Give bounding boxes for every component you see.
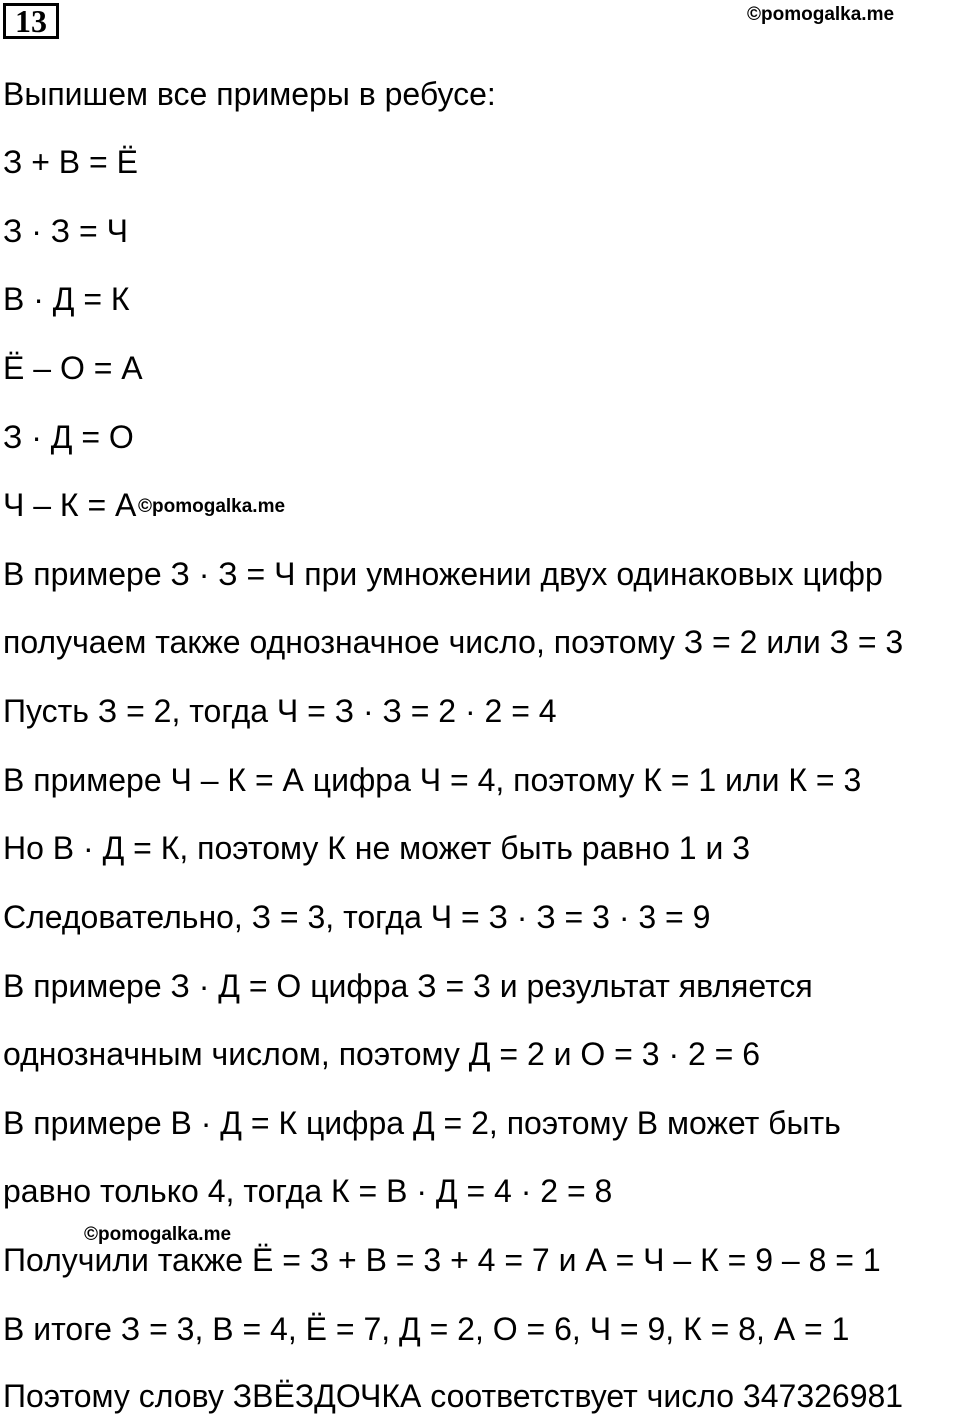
solution-line-9: В примере В · Д = К цифра Д = 2, поэтому В может быть (3, 1105, 841, 1141)
solution-line-11: Получили также Ё = З + В = 3 + 4 = 7 и А = Ч – К = 9 – 8 = 1 (3, 1242, 881, 1278)
task-number-box: 13 (3, 3, 59, 39)
watermark-lower: ©pomogalka.me (84, 1224, 232, 1245)
intro-text: Выпишем все примеры в ребусе: (3, 76, 496, 112)
equation-6: Ч – К = А (3, 487, 137, 523)
equation-2: З · З = Ч (3, 213, 128, 249)
solution-line-3: Пусть З = 2, тогда Ч = З · З = 2 · 2 = 4 (3, 693, 557, 729)
equation-4: Ё – О = А (3, 350, 143, 386)
solution-line-5: Но В · Д = К, поэтому К не может быть равно 1 и 3 (3, 830, 750, 866)
solution-line-4: В примере Ч – К = А цифра Ч = 4, поэтому К = 1 или К = 3 (3, 762, 862, 798)
equation-3: В · Д = К (3, 281, 130, 317)
solution-line-7: В примере З · Д = О цифра З = 3 и результат является (3, 968, 813, 1004)
watermark-middle: ©pomogalka.me (138, 496, 286, 517)
solution-line-2: получаем также однозначное число, поэтому З = 2 или З = 3 (3, 624, 904, 660)
equation-1: З + В = Ё (3, 144, 138, 180)
solution-line-6: Следовательно, З = 3, тогда Ч = З · З = 3 · 3 = 9 (3, 899, 711, 935)
equation-5: З · Д = О (3, 419, 134, 455)
solution-line-8: однозначным числом, поэтому Д = 2 и О = 3 · 2 = 6 (3, 1036, 761, 1072)
solution-line-10: равно только 4, тогда К = В · Д = 4 · 2 = 8 (3, 1173, 613, 1209)
solution-line-13: Поэтому слову ЗВЁЗДОЧКА соответствует число 347326981 (3, 1378, 904, 1414)
solution-line-1: В примере З · З = Ч при умножении двух одинаковых цифр (3, 556, 883, 592)
watermark-top: ©pomogalka.me (747, 4, 895, 25)
solution-line-12: В итоге З = 3, В = 4, Ё = 7, Д = 2, О = 6, Ч = 9, К = 8, А = 1 (3, 1311, 850, 1347)
